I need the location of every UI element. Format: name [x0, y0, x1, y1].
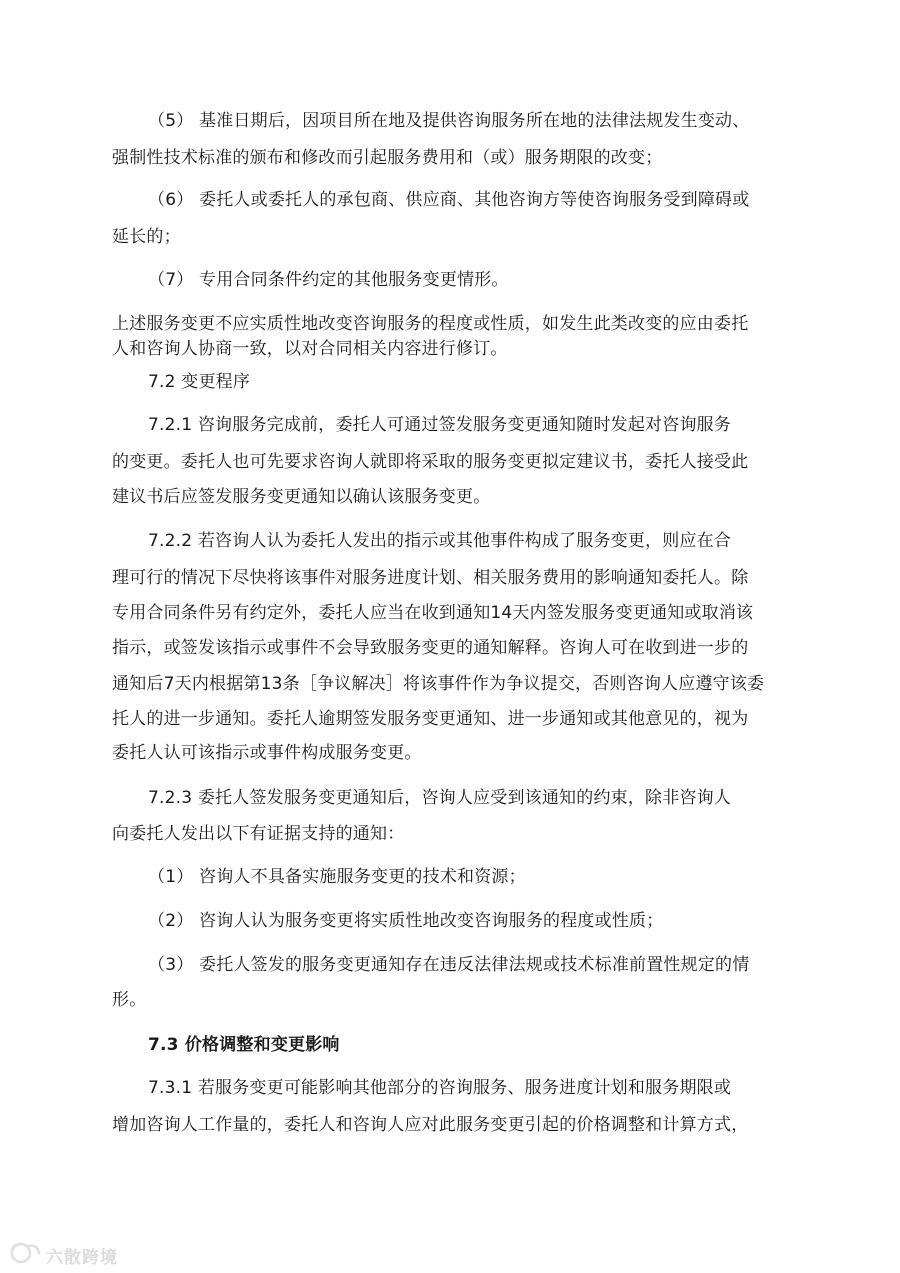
text-line: 通知后7天内根据第13条［争议解决］将该事件作为争议提交，否则咨询人应遵守该委 — [112, 674, 765, 694]
text-line: （5） 基准日期后，因项目所在地及提供咨询服务所在地的法律法规发生变动、 — [148, 111, 750, 131]
text-line: （7） 专用合同条件约定的其他服务变更情形。 — [148, 270, 509, 290]
text-line: 7.2.3 委托人签发服务变更通知后，咨询人应受到该通知的约束，除非咨询人 — [148, 788, 732, 808]
watermark — [8, 1240, 118, 1270]
text-line: 形。 — [112, 990, 147, 1010]
text-line: 7.2.2 若咨询人认为委托人发出的指示或其他事件构成了服务变更，则应在合 — [148, 531, 732, 551]
text-line: 理可行的情况下尽快将该事件对服务进度计划、相关服务费用的影响通知委托人。除 — [112, 568, 749, 588]
text-line: 向委托人发出以下有证据支持的通知： — [112, 824, 405, 844]
text-line: （6） 委托人或委托人的承包商、供应商、其他咨询方等使咨询服务受到障碍或 — [148, 190, 750, 210]
text-line: 专用合同条件另有约定外，委托人应当在收到通知14天内签发服务变更通知或取消该 — [112, 603, 754, 623]
text-line: 的变更。委托人也可先要求咨询人就即将采取的服务变更拟定建议书，委托人接受此 — [112, 452, 749, 472]
watermark-logo-icon — [8, 1240, 42, 1270]
text-line: 7.2.1 咨询服务完成前，委托人可通过签发服务变更通知随时发起对咨询服务 — [148, 415, 732, 435]
text-line: 7.3.1 若服务变更可能影响其他部分的咨询服务、服务进度计划和服务期限或 — [148, 1078, 732, 1098]
text-line: 人和咨询人协商一致，以对合同相关内容进行修订。 — [112, 339, 508, 359]
text-line: 强制性技术标准的颁布和修改而引起服务费用和（或）服务期限的改变； — [112, 148, 663, 168]
text-line: 延长的； — [112, 227, 181, 247]
text-line: 上述服务变更不应实质性地改变咨询服务的程度或性质，如发生此类改变的应由委托 — [112, 314, 749, 334]
text-line: 建议书后应签发服务变更通知以确认该服务变更。 — [112, 487, 491, 507]
watermark-text: 六散跨境 — [46, 1247, 118, 1268]
section-heading-7-2: 7.2 变更程序 — [148, 372, 251, 392]
text-line: （2） 咨询人认为服务变更将实质性地改变咨询服务的程度或性质； — [148, 911, 664, 931]
text-line: 托人的进一步通知。委托人逾期签发服务变更通知、进一步通知或其他意见的，视为 — [112, 709, 749, 729]
section-heading-7-3: 7.3 价格调整和变更影响 — [148, 1035, 340, 1055]
text-line: （1） 咨询人不具备实施服务变更的技术和资源； — [148, 867, 526, 887]
text-line: 增加咨询人工作量的，委托人和咨询人应对此服务变更引起的价格调整和计算方式， — [112, 1115, 749, 1135]
text-line: （3） 委托人签发的服务变更通知存在违反法律法规或技术标准前置性规定的情 — [148, 955, 750, 975]
text-line: 委托人认可该指示或事件构成服务变更。 — [112, 743, 422, 763]
text-line: 指示，或签发该指示或事件不会导致服务变更的通知解释。咨询人可在收到进一步的 — [112, 638, 749, 658]
